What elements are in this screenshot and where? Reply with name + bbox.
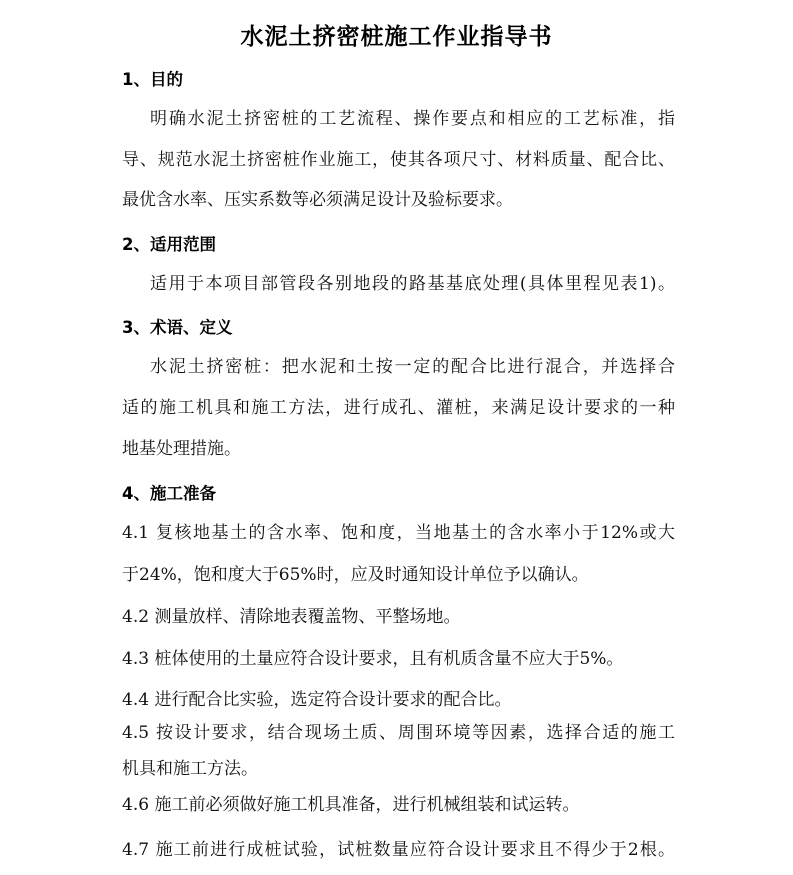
document-title: 水泥土挤密桩施工作业指导书 [240, 24, 553, 50]
list-item: 机具和施工方法。 [122, 759, 258, 779]
paragraph-line: 最优含水率、压实系数等必须满足设计及验标要求。 [122, 190, 513, 210]
section-heading-scope: 2、适用范围 [122, 235, 216, 254]
paragraph-line: 水泥土挤密桩：把水泥和土按一定的配合比进行混合，并选择合 [150, 357, 675, 377]
list-item: 4.7 施工前进行成桩试验，试桩数量应符合设计要求且不得少于2根。 [122, 840, 675, 860]
paragraph-line: 适用于本项目部管段各别地段的路基基底处理(具体里程见表1)。 [150, 274, 675, 294]
paragraph-line: 明确水泥土挤密桩的工艺流程、操作要点和相应的工艺标准，指 [150, 109, 675, 129]
list-item: 4.3 桩体使用的土量应符合设计要求，且有机质含量不应大于5%。 [122, 649, 624, 669]
list-item: 4.6 施工前必须做好施工机具准备，进行机械组装和试运转。 [122, 795, 580, 815]
paragraph-line: 导、规范水泥土挤密桩作业施工，使其各项尺寸、材料质量、配合比、 [122, 150, 675, 170]
paragraph-line: 地基处理措施。 [122, 439, 241, 459]
list-item: 4.4 进行配合比实验，选定符合设计要求的配合比。 [122, 690, 512, 710]
section-heading-purpose: 1、目的 [122, 70, 183, 89]
paragraph-line: 适的施工机具和施工方法，进行成孔、灌桩，来满足设计要求的一种 [122, 398, 675, 418]
list-item: 于24%，饱和度大于65%时，应及时通知设计单位予以确认。 [122, 565, 589, 585]
list-item: 4.5 按设计要求，结合现场土质、周围环境等因素，选择合适的施工 [122, 723, 675, 743]
section-heading-preparation: 4、施工准备 [122, 484, 216, 503]
section-heading-terms: 3、术语、定义 [122, 318, 233, 337]
list-item: 4.2 测量放样、清除地表覆盖物、平整场地。 [122, 607, 461, 627]
list-item: 4.1 复核地基土的含水率、饱和度，当地基土的含水率小于12%或大 [122, 523, 675, 543]
